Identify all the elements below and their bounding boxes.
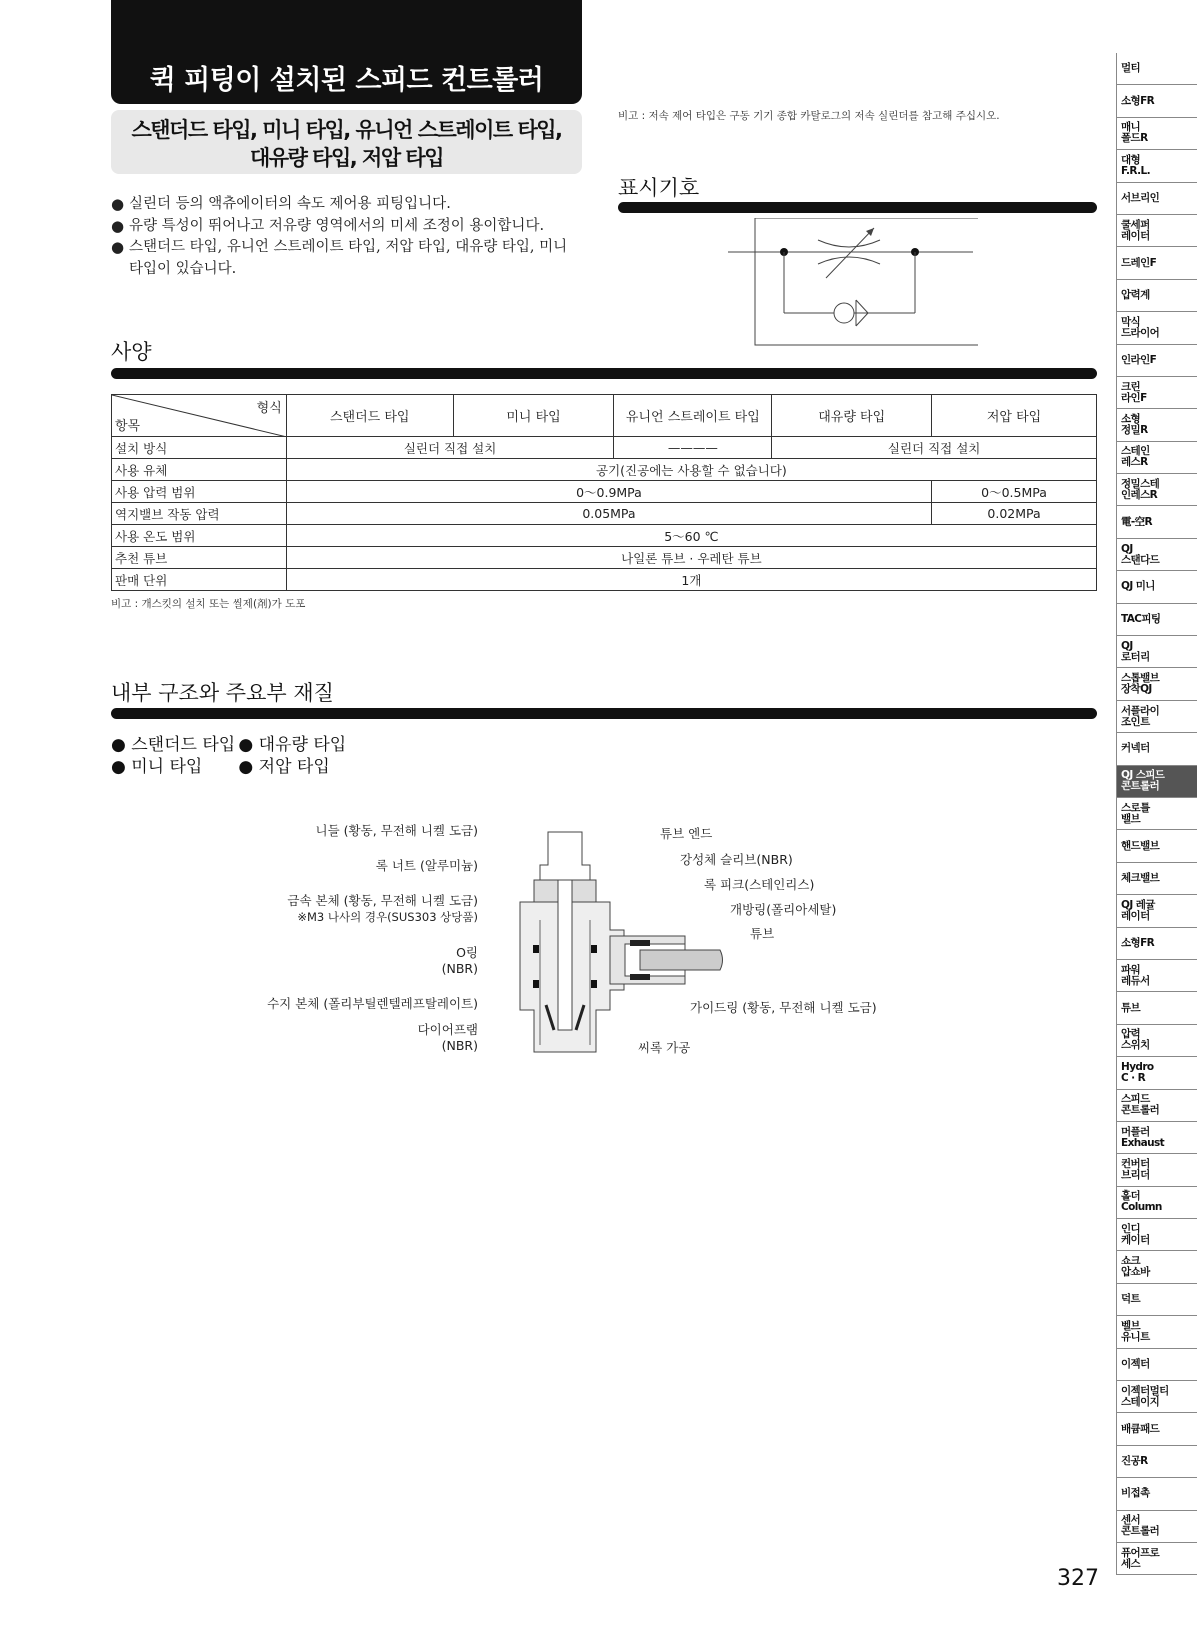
sidebar-item[interactable]: QJ 로터리 (1116, 636, 1197, 668)
spec-note: 비고 : 개스킷의 설치 또는 씰제(剤)가 도포 (111, 598, 306, 610)
table-cell: 1개 (286, 569, 1096, 591)
table-row (112, 503, 1097, 525)
speed-controller-symbol (728, 218, 978, 346)
sidebar-item[interactable]: 덕트 (1116, 1284, 1197, 1316)
table-cell: 나일론 튜브 · 우레탄 튜브 (286, 547, 1096, 569)
sidebar-item[interactable]: QJ 미니 (1116, 571, 1197, 603)
diaphragm-material: (NBR) (441, 1038, 478, 1053)
resin-body-label: 수지 본체 (폴리부틸렌텔레프탈레이트) (267, 996, 478, 1011)
type-label: 스탠더드 타입 (131, 735, 236, 755)
table-corner-cell (112, 395, 287, 437)
sidebar-item[interactable]: QJ 스피드 콘트롤러 (1116, 766, 1197, 798)
sidebar-item[interactable]: 크린 라인F (1116, 377, 1197, 409)
sidebar-item[interactable]: 커넥터 (1116, 733, 1197, 765)
tube-label: 튜브 (750, 926, 775, 941)
sidebar-item[interactable]: 인라인F (1116, 345, 1197, 377)
sidebar-item[interactable]: 핸드밸브 (1116, 830, 1197, 862)
row-label: 사용 유체 (112, 459, 287, 481)
diaphragm-label: 다이어프램 (417, 1022, 478, 1037)
oring-material: (NBR) (441, 961, 478, 976)
sidebar-item[interactable]: 퓨어프로 세스 (1116, 1543, 1197, 1575)
sidebar-item[interactable]: 진공R (1116, 1446, 1197, 1478)
tube-end-label: 튜브 엔드 (660, 826, 713, 841)
internal-structure-diagram (267, 820, 900, 1080)
table-row (112, 481, 1097, 503)
spec-section-title: 사양 (111, 340, 152, 364)
table-cell: 0.05MPa (286, 503, 931, 525)
table-row (112, 525, 1097, 547)
table-cell: ———— (614, 437, 772, 459)
subtitle-line-1: 스탠더드 타입, 미니 타입, 유니언 스트레이트 타입, (131, 118, 562, 142)
sidebar-item[interactable]: 소형FR (1116, 928, 1197, 960)
type-label: 미니 타입 (131, 757, 203, 777)
sidebar-item[interactable]: 비접촉 (1116, 1478, 1197, 1510)
table-cell: 0～0.9MPa (286, 481, 931, 503)
metal-body-label: 금속 본체 (황동, 무전해 니켈 도금) (287, 893, 478, 908)
sidebar-item[interactable]: 체크밸브 (1116, 863, 1197, 895)
type-label: 대유량 타입 (258, 735, 347, 755)
table-row (112, 547, 1097, 569)
sidebar-item[interactable]: 스피드 콘트롤러 (1116, 1090, 1197, 1122)
sidebar-item[interactable]: 멀티 (1116, 53, 1197, 85)
sidebar-item[interactable]: 머플러 Exhaust (1116, 1122, 1197, 1154)
table-cell: 실린더 직접 설치 (286, 437, 614, 459)
sidebar-item[interactable]: 벨브 유니트 (1116, 1316, 1197, 1348)
table-row (112, 437, 1097, 459)
type-label: 저압 타입 (258, 757, 330, 777)
header-type-label: 형식 (256, 401, 282, 416)
sidebar-item[interactable]: 파워 레듀서 (1116, 960, 1197, 992)
sidebar-item[interactable]: 스톱밸브 장착QJ (1116, 668, 1197, 700)
sidebar-item[interactable]: QJ 스탠다드 (1116, 539, 1197, 571)
metal-body-note: ※M3 나사의 경우(SUS303 상당품) (297, 910, 478, 924)
subtitle-banner (111, 110, 582, 174)
sidebar-item[interactable]: 홀더 Column (1116, 1187, 1197, 1219)
spec-table (111, 394, 1097, 591)
column-header: 스탠더드 타입 (286, 395, 453, 437)
sidebar-item[interactable]: 소형 정밀R (1116, 409, 1197, 441)
subtitle-line-2: 대유량 타입, 저압 타입 (250, 146, 443, 170)
section-divider (618, 202, 1097, 213)
sidebar-item[interactable]: 스로틀 밸브 (1116, 798, 1197, 830)
table-cell: 5～60 ℃ (286, 525, 1096, 547)
symbol-section-title: 표시기호 (618, 176, 700, 200)
release-ring-label: 개방링(폴리아세탈) (730, 902, 837, 917)
sidebar-item[interactable]: 이젝터 (1116, 1349, 1197, 1381)
row-label: 판매 단위 (112, 569, 287, 591)
sidebar-item[interactable]: 電-空R (1116, 506, 1197, 538)
table-row (112, 569, 1097, 591)
sidebar-item[interactable]: 컨버터 브리더 (1116, 1154, 1197, 1186)
row-label: 추천 튜브 (112, 547, 287, 569)
sidebar-item[interactable]: 서플라이 조인트 (1116, 701, 1197, 733)
feature-list (111, 194, 581, 280)
table-header-row (112, 395, 1097, 437)
row-label: 사용 온도 범위 (112, 525, 287, 547)
column-header: 유니언 스트레이트 타입 (614, 395, 772, 437)
sidebar-item[interactable]: TAC피팅 (1116, 604, 1197, 636)
sidebar-item[interactable]: 압력계 (1116, 280, 1197, 312)
guide-ring-label: 가이드링 (황동, 무전해 니켈 도금) (690, 1000, 877, 1015)
title-banner (111, 0, 582, 104)
row-label: 설치 방식 (112, 437, 287, 459)
sidebar-item[interactable]: 압력 스위치 (1116, 1025, 1197, 1057)
sidebar-item[interactable]: 이젝터멀티 스테이지 (1116, 1381, 1197, 1413)
sidebar-item[interactable]: 인디 케이터 (1116, 1219, 1197, 1251)
table-cell: 실린더 직접 설치 (772, 437, 1097, 459)
oring-label: O링 (456, 945, 478, 960)
sidebar-item[interactable]: 드레인F (1116, 247, 1197, 279)
row-label: 사용 압력 범위 (112, 481, 287, 503)
feature-item: ● 유량 특성이 뛰어나고 저유량 영역에서의 미세 조정이 용이합니다. (111, 216, 581, 238)
page-title: 퀵 피팅이 설치된 스피드 컨트롤러 (149, 65, 544, 96)
sidebar-item[interactable]: 대형 F.R.L. (1116, 150, 1197, 182)
low-speed-note: 비고 : 저속 제어 타입은 구동 기기 종합 카탈로그의 저속 실린더를 참고해 주십시오. (618, 110, 1000, 122)
column-header: 대유량 타입 (772, 395, 932, 437)
sidebar-item[interactable]: 정밀스테 인레스R (1116, 474, 1197, 506)
section-divider (111, 368, 1097, 379)
header-item-label: 항목 (115, 419, 141, 434)
sleeve-label: 강성체 슬리브(NBR) (680, 852, 793, 867)
sidebar-item[interactable]: 소형FR (1116, 85, 1197, 117)
feature-item: ● 실린더 등의 액츄에이터의 속도 제어용 피팅입니다. (111, 194, 581, 216)
sidebar-item[interactable]: 스테인 레스R (1116, 442, 1197, 474)
feature-item: ● 스탠더드 타입, 유니언 스트레이트 타입, 저압 타입, 대유량 타입, 미니 타입이 있습니다. (111, 237, 581, 280)
seal-label: 씨록 가공 (638, 1040, 691, 1055)
sidebar-item[interactable]: Hydro C · R (1116, 1057, 1197, 1089)
sidebar-item[interactable]: 배큠패드 (1116, 1413, 1197, 1445)
sidebar-item[interactable]: 막식 드라이어 (1116, 312, 1197, 344)
sidebar-item[interactable]: 서브리인 (1116, 183, 1197, 215)
table-cell: 공기(진공에는 사용할 수 없습니다) (286, 459, 1096, 481)
structure-section-title: 내부 구조와 주요부 재질 (111, 681, 334, 705)
sidebar-item[interactable]: 매니 폴드R (1116, 118, 1197, 150)
table-cell: 0.02MPa (932, 503, 1097, 525)
lock-nut-label: 록 너트 (알루미늄) (375, 858, 478, 873)
column-header: 미니 타입 (453, 395, 614, 437)
sidebar-item[interactable]: 쿨세퍼 레이터 (1116, 215, 1197, 247)
sidebar-item[interactable]: 쇼크 압쇼바 (1116, 1251, 1197, 1283)
category-sidebar (1116, 53, 1197, 1575)
sidebar-item[interactable]: QJ 레귤 레이터 (1116, 895, 1197, 927)
section-divider (111, 708, 1097, 719)
page-number: 327 (1057, 1566, 1099, 1591)
sidebar-item[interactable]: 센서 콘트롤러 (1116, 1511, 1197, 1543)
table-row (112, 459, 1097, 481)
lock-claw-label: 록 피크(스테인리스) (704, 877, 815, 892)
cross-section-drawing (280, 820, 900, 1080)
needle-label: 니들 (황동, 무전해 니켈 도금) (315, 823, 478, 838)
column-header: 저압 타입 (932, 395, 1097, 437)
sidebar-item[interactable]: 튜브 (1116, 992, 1197, 1024)
row-label: 역지밸브 작동 압력 (112, 503, 287, 525)
table-cell: 0～0.5MPa (932, 481, 1097, 503)
type-list: ● 스탠더드 타입 ● 대유량 타입 ● 미니 타입 ● 저압 타입 (111, 735, 347, 777)
